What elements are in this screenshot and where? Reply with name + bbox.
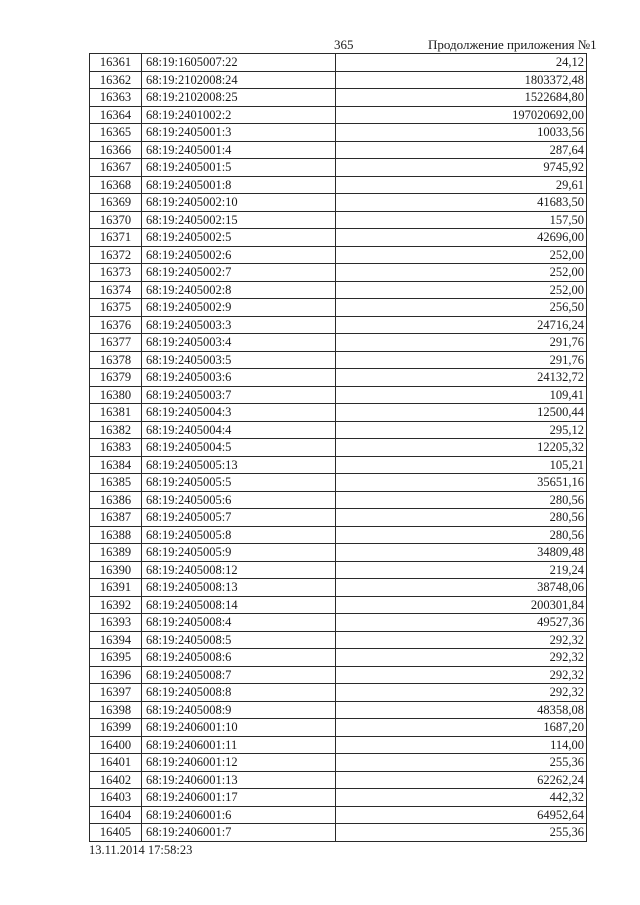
value-cell: 49527,36	[336, 614, 587, 632]
row-number-cell: 16385	[90, 474, 142, 492]
table-row	[90, 351, 587, 369]
value-cell: 292,32	[336, 649, 587, 667]
cadastral-number-cell: 68:19:2405005:5	[142, 474, 336, 492]
value-cell: 252,00	[336, 246, 587, 264]
row-number-cell: 16391	[90, 579, 142, 597]
value-cell: 280,56	[336, 491, 587, 509]
table-row	[90, 771, 587, 789]
cadastral-number-cell: 68:19:2405008:13	[142, 579, 336, 597]
table-row	[90, 509, 587, 527]
table-row	[90, 806, 587, 824]
table-row	[90, 264, 587, 282]
row-number-cell: 16398	[90, 701, 142, 719]
cadastral-number-cell: 68:19:2102008:24	[142, 71, 336, 89]
value-cell: 219,24	[336, 561, 587, 579]
cadastral-number-cell: 68:19:2405001:4	[142, 141, 336, 159]
value-cell: 291,76	[336, 351, 587, 369]
row-number-cell: 16377	[90, 334, 142, 352]
cadastral-number-cell: 68:19:2401002:2	[142, 106, 336, 124]
value-cell: 292,32	[336, 684, 587, 702]
table-row	[90, 631, 587, 649]
cadastral-number-cell: 68:19:2405008:7	[142, 666, 336, 684]
row-number-cell: 16401	[90, 754, 142, 772]
table-row	[90, 194, 587, 212]
table-body	[90, 54, 587, 842]
page-number: 365	[334, 37, 354, 52]
row-number-cell: 16381	[90, 404, 142, 422]
table-row	[90, 369, 587, 387]
row-number-cell: 16388	[90, 526, 142, 544]
cadastral-number-cell: 68:19:2405008:6	[142, 649, 336, 667]
cadastral-number-cell: 68:19:2405005:8	[142, 526, 336, 544]
row-number-cell: 16376	[90, 316, 142, 334]
value-cell: 1687,20	[336, 719, 587, 737]
value-cell: 41683,50	[336, 194, 587, 212]
cadastral-number-cell: 68:19:2405002:8	[142, 281, 336, 299]
cadastral-number-cell: 68:19:2405008:4	[142, 614, 336, 632]
data-table-container	[89, 53, 586, 842]
cadastral-number-cell: 68:19:2102008:25	[142, 89, 336, 107]
cadastral-number-cell: 68:19:2405005:9	[142, 544, 336, 562]
cadastral-number-cell: 68:19:2405003:5	[142, 351, 336, 369]
row-number-cell: 16394	[90, 631, 142, 649]
cadastral-number-cell: 68:19:1605007:22	[142, 54, 336, 72]
cadastral-number-cell: 68:19:2405004:4	[142, 421, 336, 439]
table-row	[90, 281, 587, 299]
cadastral-number-cell: 68:19:2405005:7	[142, 509, 336, 527]
value-cell: 280,56	[336, 526, 587, 544]
cadastral-number-cell: 68:19:2406001:6	[142, 806, 336, 824]
table-row	[90, 719, 587, 737]
table-row	[90, 666, 587, 684]
value-cell: 255,36	[336, 824, 587, 842]
row-number-cell: 16362	[90, 71, 142, 89]
row-number-cell: 16367	[90, 159, 142, 177]
row-number-cell: 16395	[90, 649, 142, 667]
value-cell: 252,00	[336, 264, 587, 282]
table-row	[90, 246, 587, 264]
table-row	[90, 491, 587, 509]
cadastral-number-cell: 68:19:2405002:6	[142, 246, 336, 264]
cadastral-number-cell: 68:19:2406001:10	[142, 719, 336, 737]
cadastral-number-cell: 68:19:2405003:7	[142, 386, 336, 404]
row-number-cell: 16371	[90, 229, 142, 247]
table-row	[90, 614, 587, 632]
row-number-cell: 16387	[90, 509, 142, 527]
cadastral-table	[89, 53, 587, 842]
table-row	[90, 526, 587, 544]
row-number-cell: 16375	[90, 299, 142, 317]
table-row	[90, 229, 587, 247]
table-row	[90, 789, 587, 807]
value-cell: 200301,84	[336, 596, 587, 614]
row-number-cell: 16399	[90, 719, 142, 737]
table-row	[90, 54, 587, 72]
value-cell: 64952,64	[336, 806, 587, 824]
row-number-cell: 16402	[90, 771, 142, 789]
value-cell: 295,12	[336, 421, 587, 439]
value-cell: 255,36	[336, 754, 587, 772]
row-number-cell: 16366	[90, 141, 142, 159]
row-number-cell: 16368	[90, 176, 142, 194]
table-row	[90, 684, 587, 702]
value-cell: 114,00	[336, 736, 587, 754]
row-number-cell: 16392	[90, 596, 142, 614]
row-number-cell: 16403	[90, 789, 142, 807]
row-number-cell: 16386	[90, 491, 142, 509]
table-row	[90, 124, 587, 142]
cadastral-number-cell: 68:19:2406001:13	[142, 771, 336, 789]
row-number-cell: 16389	[90, 544, 142, 562]
table-row	[90, 176, 587, 194]
table-row	[90, 71, 587, 89]
row-number-cell: 16379	[90, 369, 142, 387]
table-row	[90, 544, 587, 562]
value-cell: 24716,24	[336, 316, 587, 334]
value-cell: 42696,00	[336, 229, 587, 247]
value-cell: 9745,92	[336, 159, 587, 177]
table-row	[90, 386, 587, 404]
table-row	[90, 474, 587, 492]
cadastral-number-cell: 68:19:2405002:15	[142, 211, 336, 229]
row-number-cell: 16374	[90, 281, 142, 299]
value-cell: 157,50	[336, 211, 587, 229]
value-cell: 62262,24	[336, 771, 587, 789]
cadastral-number-cell: 68:19:2405004:5	[142, 439, 336, 457]
row-number-cell: 16384	[90, 456, 142, 474]
table-row	[90, 561, 587, 579]
cadastral-number-cell: 68:19:2405008:5	[142, 631, 336, 649]
row-number-cell: 16400	[90, 736, 142, 754]
value-cell: 280,56	[336, 509, 587, 527]
value-cell: 48358,08	[336, 701, 587, 719]
row-number-cell: 16390	[90, 561, 142, 579]
table-row	[90, 456, 587, 474]
value-cell: 291,76	[336, 334, 587, 352]
value-cell: 256,50	[336, 299, 587, 317]
cadastral-number-cell: 68:19:2405003:3	[142, 316, 336, 334]
value-cell: 109,41	[336, 386, 587, 404]
row-number-cell: 16393	[90, 614, 142, 632]
table-row	[90, 701, 587, 719]
table-row	[90, 404, 587, 422]
value-cell: 442,32	[336, 789, 587, 807]
row-number-cell: 16383	[90, 439, 142, 457]
value-cell: 38748,06	[336, 579, 587, 597]
value-cell: 24132,72	[336, 369, 587, 387]
table-row	[90, 159, 587, 177]
value-cell: 292,32	[336, 631, 587, 649]
table-row	[90, 299, 587, 317]
cadastral-number-cell: 68:19:2406001:17	[142, 789, 336, 807]
table-row	[90, 316, 587, 334]
row-number-cell: 16382	[90, 421, 142, 439]
table-row	[90, 421, 587, 439]
table-row	[90, 211, 587, 229]
table-row	[90, 106, 587, 124]
row-number-cell: 16378	[90, 351, 142, 369]
row-number-cell: 16397	[90, 684, 142, 702]
cadastral-number-cell: 68:19:2406001:7	[142, 824, 336, 842]
cadastral-number-cell: 68:19:2405008:12	[142, 561, 336, 579]
table-row	[90, 141, 587, 159]
row-number-cell: 16361	[90, 54, 142, 72]
cadastral-number-cell: 68:19:2405003:4	[142, 334, 336, 352]
value-cell: 252,00	[336, 281, 587, 299]
cadastral-number-cell: 68:19:2405008:9	[142, 701, 336, 719]
cadastral-number-cell: 68:19:2405008:8	[142, 684, 336, 702]
value-cell: 10033,56	[336, 124, 587, 142]
value-cell: 197020692,00	[336, 106, 587, 124]
value-cell: 105,21	[336, 456, 587, 474]
continuation-caption: Продолжение приложения №1	[428, 37, 597, 52]
row-number-cell: 16363	[90, 89, 142, 107]
value-cell: 35651,16	[336, 474, 587, 492]
value-cell: 12205,32	[336, 439, 587, 457]
table-row	[90, 579, 587, 597]
row-number-cell: 16404	[90, 806, 142, 824]
cadastral-number-cell: 68:19:2405003:6	[142, 369, 336, 387]
row-number-cell: 16369	[90, 194, 142, 212]
value-cell: 29,61	[336, 176, 587, 194]
cadastral-number-cell: 68:19:2405001:3	[142, 124, 336, 142]
table-row	[90, 89, 587, 107]
row-number-cell: 16372	[90, 246, 142, 264]
cadastral-number-cell: 68:19:2405005:13	[142, 456, 336, 474]
cadastral-number-cell: 68:19:2405008:14	[142, 596, 336, 614]
row-number-cell: 16380	[90, 386, 142, 404]
value-cell: 1803372,48	[336, 71, 587, 89]
table-row	[90, 439, 587, 457]
table-row	[90, 824, 587, 842]
cadastral-number-cell: 68:19:2406001:12	[142, 754, 336, 772]
row-number-cell: 16365	[90, 124, 142, 142]
row-number-cell: 16396	[90, 666, 142, 684]
value-cell: 12500,44	[336, 404, 587, 422]
table-row	[90, 736, 587, 754]
value-cell: 292,32	[336, 666, 587, 684]
cadastral-number-cell: 68:19:2405002:9	[142, 299, 336, 317]
cadastral-number-cell: 68:19:2405001:8	[142, 176, 336, 194]
value-cell: 287,64	[336, 141, 587, 159]
cadastral-number-cell: 68:19:2405004:3	[142, 404, 336, 422]
table-row	[90, 334, 587, 352]
value-cell: 1522684,80	[336, 89, 587, 107]
cadastral-number-cell: 68:19:2406001:11	[142, 736, 336, 754]
cadastral-number-cell: 68:19:2405005:6	[142, 491, 336, 509]
table-row	[90, 596, 587, 614]
table-row	[90, 754, 587, 772]
row-number-cell: 16364	[90, 106, 142, 124]
cadastral-number-cell: 68:19:2405001:5	[142, 159, 336, 177]
cadastral-number-cell: 68:19:2405002:10	[142, 194, 336, 212]
footer-timestamp: 13.11.2014 17:58:23	[89, 843, 193, 857]
value-cell: 34809,48	[336, 544, 587, 562]
table-row	[90, 649, 587, 667]
cadastral-number-cell: 68:19:2405002:5	[142, 229, 336, 247]
cadastral-number-cell: 68:19:2405002:7	[142, 264, 336, 282]
row-number-cell: 16405	[90, 824, 142, 842]
row-number-cell: 16373	[90, 264, 142, 282]
row-number-cell: 16370	[90, 211, 142, 229]
value-cell: 24,12	[336, 54, 587, 72]
